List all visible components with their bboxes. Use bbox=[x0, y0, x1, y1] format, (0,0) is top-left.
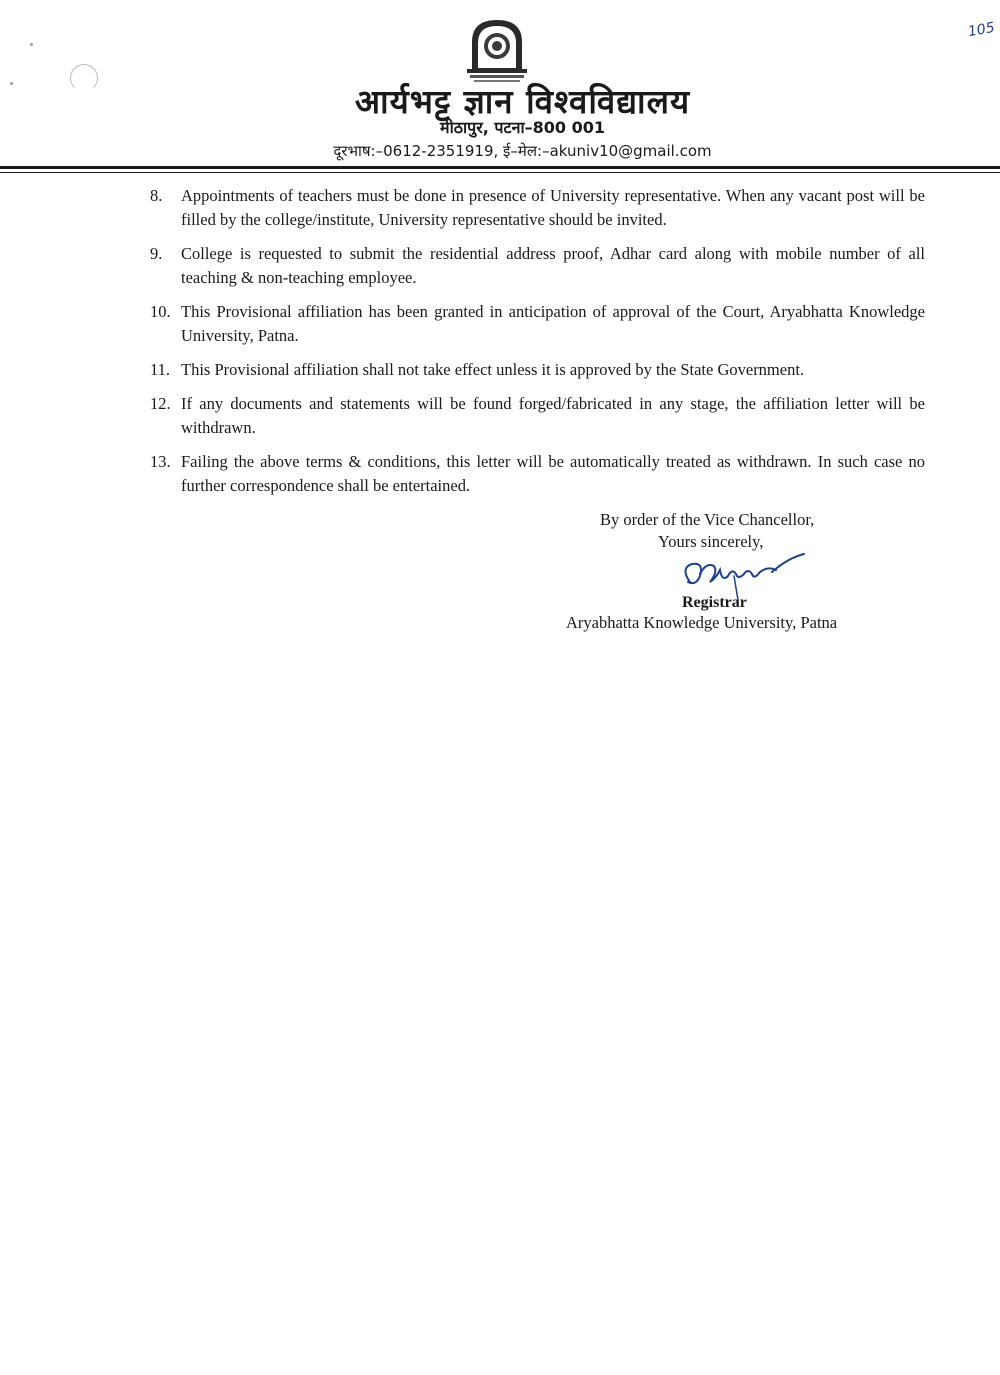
contact-details: दूरभाष:–0612-2351919, ई–मेल:–akuniv10@gmail.com bbox=[333, 142, 712, 160]
signatory-university: Aryabhatta Knowledge University, Patna bbox=[566, 613, 838, 632]
condition-text: Appointments of teachers must be done in presence of University representative. When any vacant post will be filled by the college/institute, University representative should be invited. bbox=[181, 186, 925, 229]
condition-text: This Provisional affiliation has been granted in anticipation of approval of the Court, Aryabhatta Knowledge University, Patna. bbox=[181, 302, 925, 345]
university-address: मीठापुर, पटना–800 001 bbox=[440, 118, 605, 137]
condition-text: College is requested to submit the residential address proof, Adhar card along with mobile number of all teaching & non-teaching employee. bbox=[181, 244, 925, 287]
condition-number: 10. bbox=[150, 302, 171, 321]
by-order-line: By order of the Vice Chancellor, bbox=[600, 510, 815, 529]
university-name-heading: आर्यभट्ट ज्ञान विश्वविद्यालय bbox=[354, 82, 691, 121]
registrar-designation: Registrar bbox=[682, 594, 747, 611]
condition-text: Failing the above terms & conditions, this letter will be automatically treated as withdrawn. In such case no further correspondence shall be entertained. bbox=[181, 452, 925, 495]
condition-number: 12. bbox=[150, 394, 171, 413]
condition-number: 13. bbox=[150, 452, 171, 471]
condition-item bbox=[150, 450, 925, 498]
yours-sincerely-line: Yours sincerely, bbox=[658, 532, 764, 551]
condition-number: 11. bbox=[150, 360, 171, 379]
condition-item bbox=[150, 392, 925, 440]
header-divider-thin bbox=[0, 172, 1000, 173]
condition-item bbox=[150, 184, 925, 232]
handwritten-page-number: 105 bbox=[966, 19, 996, 41]
condition-text: This Provisional affiliation shall not take effect unless it is approved by the State Government. bbox=[181, 360, 805, 379]
conditions-list bbox=[150, 184, 925, 508]
condition-number: 9. bbox=[150, 244, 163, 263]
condition-text: If any documents and statements will be found forged/fabricated in any stage, the affiliation letter will be withdrawn. bbox=[181, 394, 925, 437]
condition-item bbox=[150, 300, 925, 348]
condition-number: 8. bbox=[150, 186, 163, 205]
scan-speck bbox=[30, 43, 33, 46]
condition-item bbox=[150, 242, 925, 290]
header-divider-thick bbox=[0, 166, 1000, 169]
university-emblem-icon bbox=[462, 14, 532, 84]
condition-item bbox=[150, 358, 925, 382]
